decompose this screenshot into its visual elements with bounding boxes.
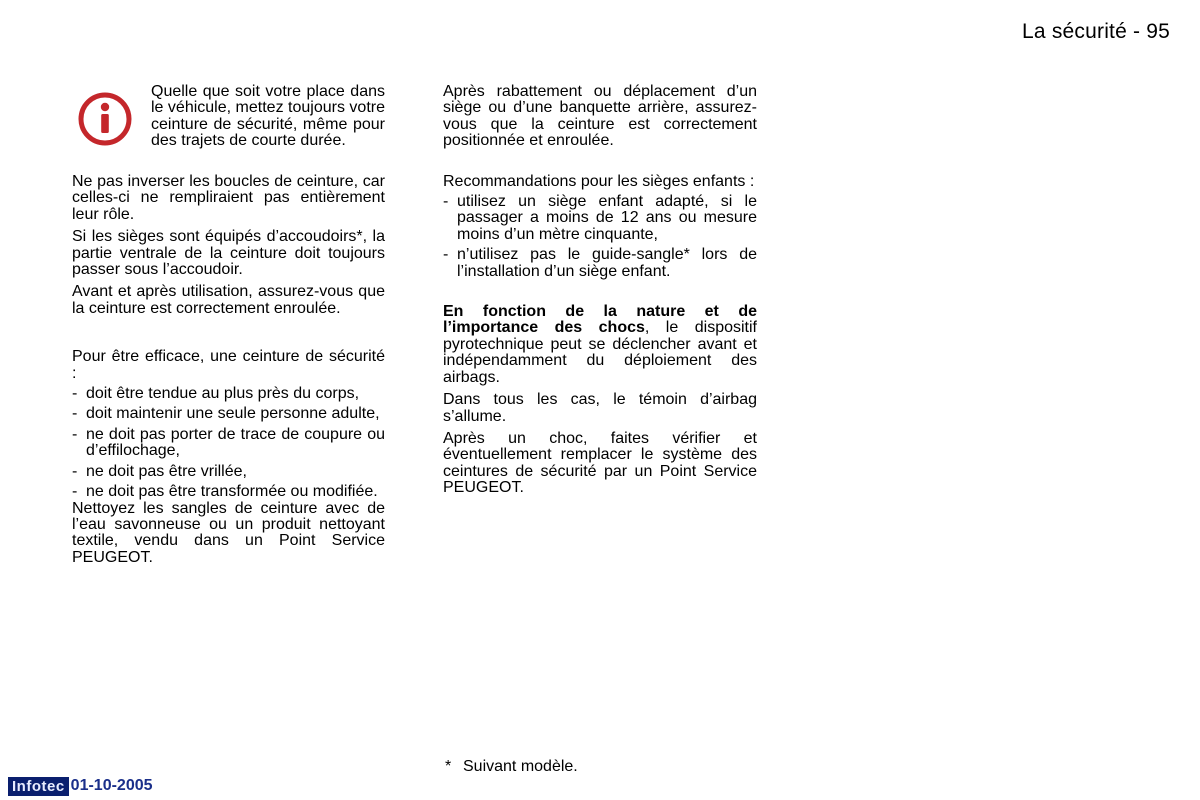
page-title: La sécurité - 95	[1022, 20, 1170, 43]
info-note-block	[72, 84, 385, 174]
paragraph-child-seats: Recommandations pour les sièges enfants :	[443, 172, 755, 190]
paragraph-buckles: Ne pas inverser les boucles de ceinture, car celles-ci ne rempliraient pas entièrement leur rôle.	[72, 173, 385, 223]
info-icon	[78, 92, 132, 146]
paragraph-cleaning: Nettoyez les sangles de ceinture avec de l’eau savonneuse ou un produit nettoyant textile, vendu dans un Point Service PEUGEOT.	[72, 499, 385, 566]
paragraph-airbag-light: Dans tous les cas, le témoin d’airbag s’allume.	[443, 391, 757, 425]
page-header	[1022, 20, 1170, 44]
child-seat-list	[443, 194, 757, 280]
footer	[8, 775, 153, 797]
paragraph-seat-folding: Après rabattement ou déplacement d’un siège ou d’une banquette arrière, assurez-vous que la ceinture est correctement positionnée et enroulée.	[443, 83, 757, 150]
list-item: - utilisez un siège enfant adapté, si le passager a moins de 12 ans ou mesure moins d’un mètre cinquante,	[443, 194, 757, 243]
list-item: - ne doit pas être vrillée,	[72, 464, 385, 480]
belt-requirements-list	[72, 386, 385, 500]
pyrotechnic-rest: , le dispositif pyrotechnique peut se déclencher avant et indépendamment du déploiement des airbags.	[443, 319, 757, 386]
footnote-marker: *	[445, 758, 452, 775]
paragraph-effective: Pour être efficace, une ceinture de sécurité :	[72, 348, 385, 382]
paragraph-pyrotechnic	[443, 304, 757, 386]
right-column	[443, 84, 757, 497]
footnote	[445, 758, 578, 776]
left-column	[72, 84, 385, 566]
footnote-text: Suivant modèle.	[463, 758, 578, 775]
footer-brand-logo: Infotec	[8, 777, 69, 796]
paragraph-retraction: Avant et après utilisation, assurez-vous que la ceinture est correctement enroulée.	[72, 283, 385, 317]
pyrotechnic-bold-lead: En fonction de la nature et de l’importance des chocs	[443, 303, 757, 337]
list-item: - n’utilisez pas le guide-sangle* lors de l’installation d’un siège enfant.	[443, 247, 757, 280]
list-item: - ne doit pas porter de trace de coupure ou d’effilochage,	[72, 427, 385, 460]
footer-date: 01-10-2005	[70, 777, 153, 794]
list-item: - doit être tendue au plus près du corps,	[72, 386, 385, 402]
list-item: - doit maintenir une seule personne adulte,	[72, 406, 385, 422]
paragraph-armrests: Si les sièges sont équipés d’accoudoirs*, la partie ventrale de la ceinture doit toujours passer sous l’accoudoir.	[72, 228, 385, 279]
paragraph-after-impact: Après un choc, faites vérifier et éventuellement remplacer le système des ceintures de sécurité par un Point Service PEUGEOT.	[443, 429, 757, 497]
info-note-text: Quelle que soit votre place dans le véhicule, mettez toujours votre ceinture de sécurité, même pour des trajets de courte durée.	[151, 83, 385, 150]
list-item: - ne doit pas être transformée ou modifiée.	[72, 484, 385, 500]
